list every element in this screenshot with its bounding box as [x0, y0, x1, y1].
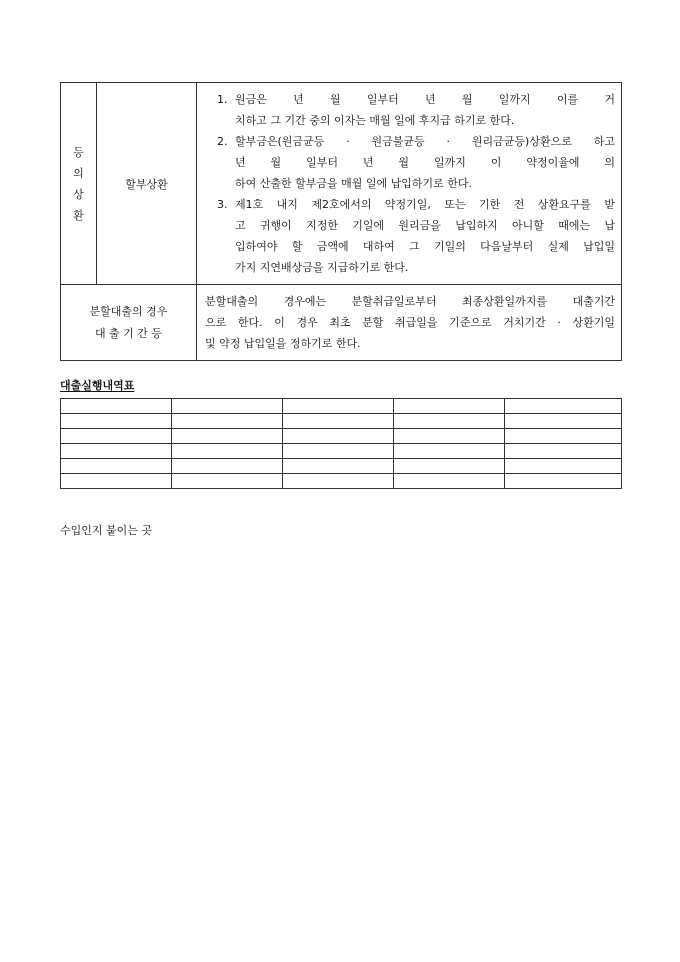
revenue-stamp-note: 수입인지 붙이는 곳	[60, 524, 153, 537]
term-line: 가지 지연배상금을 지급하기로 한다.	[235, 261, 409, 274]
split-loan-line: 으로 한다. 이 경우 최초 분할 취급일을 기준으로 거치기간 · 상환기일	[205, 316, 615, 329]
group-label-char: 상	[73, 187, 84, 201]
group-label-char: 환	[73, 208, 84, 222]
table-row	[61, 429, 622, 444]
table-cell	[394, 459, 505, 474]
table-cell	[172, 414, 283, 429]
term-line: 입하여야 할 금액에 대하여 그 기일의 다음날부터 실제 납입일	[235, 240, 615, 253]
table-row	[61, 444, 622, 459]
table-cell	[61, 399, 172, 414]
table-cell	[61, 474, 172, 489]
term-line: 치하고 그 기간 중의 이자는 매월 일에 후지급 하기로 한다.	[235, 114, 515, 127]
repayment-group-label	[61, 83, 97, 285]
table-cell	[172, 429, 283, 444]
table-cell	[61, 459, 172, 474]
table-cell	[505, 429, 622, 444]
term-item	[205, 194, 615, 278]
table-cell	[394, 399, 505, 414]
term-number: 1.	[217, 93, 228, 106]
term-item	[205, 131, 615, 194]
term-line: 제1호 내지 제2호에서의 약정기일, 또는 기한 전 상환요구를 받	[235, 198, 615, 211]
table-cell	[394, 474, 505, 489]
term-item	[205, 89, 615, 131]
table-cell	[61, 444, 172, 459]
term-line: 년 월 일부터 년 월 일까지 이 약정이율에 의	[235, 156, 615, 169]
group-label-char: 의	[73, 166, 84, 180]
table-cell	[505, 459, 622, 474]
split-loan-line: 및 약정 납입일을 정하기로 한다.	[205, 337, 361, 350]
table-cell	[283, 444, 394, 459]
table-row	[61, 474, 622, 489]
term-line: 하여 산출한 할부금을 매월 일에 납입하기로 한다.	[235, 177, 472, 190]
installment-terms	[197, 83, 622, 285]
table-cell	[283, 399, 394, 414]
table-cell	[172, 444, 283, 459]
loan-execution-title: 대출실행내역표	[60, 379, 135, 392]
split-loan-terms	[197, 285, 622, 361]
table-row	[61, 399, 622, 414]
table-cell	[505, 399, 622, 414]
table-cell	[394, 414, 505, 429]
table-cell	[283, 414, 394, 429]
table-cell	[61, 414, 172, 429]
table-cell	[172, 459, 283, 474]
installment-label: 할부상환	[97, 83, 197, 285]
table-cell	[505, 444, 622, 459]
loan-execution-table	[60, 398, 622, 489]
split-loan-row	[61, 285, 622, 361]
group-label-char: 등	[73, 145, 84, 159]
term-number: 2.	[217, 135, 228, 148]
table-cell	[283, 474, 394, 489]
table-cell	[394, 429, 505, 444]
table-cell	[61, 429, 172, 444]
table-row	[61, 414, 622, 429]
table-cell	[505, 474, 622, 489]
installment-row	[61, 83, 622, 285]
table-cell	[505, 414, 622, 429]
table-row	[61, 459, 622, 474]
split-loan-label-line: 대 출 기 간 등	[94, 326, 163, 340]
term-line: 원금은 년 월 일부터 년 월 일까지 이를 거	[235, 93, 615, 106]
terms-table	[60, 82, 622, 361]
table-cell	[172, 474, 283, 489]
split-loan-label	[61, 285, 197, 361]
term-line: 할부금은(원금균등 · 원금불균등 · 원리금균등)상환으로 하고	[235, 135, 615, 148]
split-loan-line: 분할대출의 경우에는 분할취급일로부터 최종상환일까지를 대출기간	[205, 295, 615, 308]
term-line: 고 귀행이 지정한 기일에 원리금을 납입하지 아니할 때에는 납	[235, 219, 615, 232]
split-loan-label-line: 분할대출의 경우	[89, 304, 168, 318]
table-cell	[394, 444, 505, 459]
term-number: 3.	[217, 198, 228, 211]
table-cell	[172, 399, 283, 414]
table-cell	[283, 459, 394, 474]
table-cell	[283, 429, 394, 444]
